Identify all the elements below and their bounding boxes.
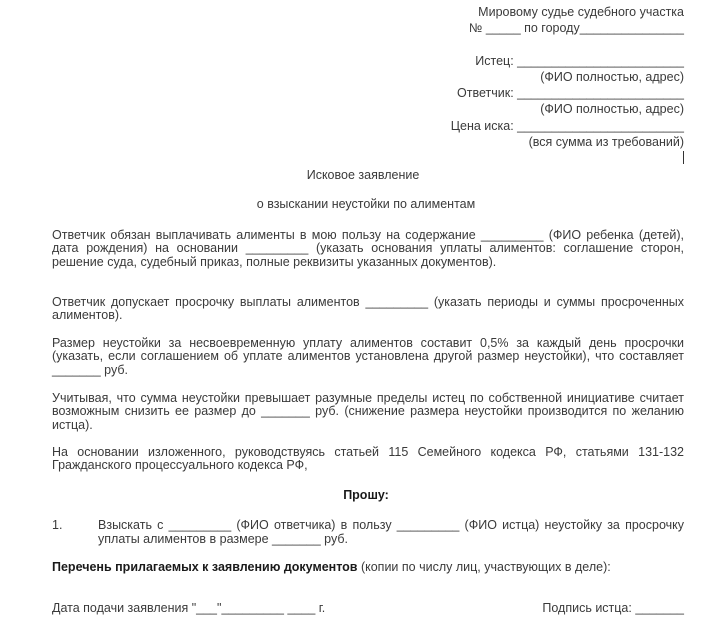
request-item-text: Взыскать с _________ (ФИО ответчика) в пользу _________ (ФИО истца) неустойку за просрочку уплаты алиментов в размере _______ руб.	[98, 518, 684, 546]
attachments-section	[52, 560, 684, 574]
defendant-field: Ответчик: ________________________	[457, 86, 684, 100]
document-subtitle: о взыскании неустойки по алиментам	[256, 197, 476, 211]
plaintiff-hint: (ФИО полностью, адрес)	[540, 70, 684, 84]
paragraph-alimony-obligation: Ответчик обязан выплачивать алименты в мою пользу на содержание _________ (ФИО ребенка (детей), дата рождения) на основании _________ (указать основания уплаты алиментов: соглашение сторон, решение суда, судебный приказ, полные реквизиты указанных документов).	[52, 228, 684, 269]
plaintiff-signature: Подпись истца: _______	[542, 601, 684, 615]
paragraph-penalty-reduction: Учитывая, что сумма неустойки превышает разумные пределы истец по собственной инициативе считает возможным снизить ее размер до _______ руб. (снижение размера неустойки производится по желанию истца).	[52, 391, 684, 432]
text-cursor	[683, 151, 684, 164]
attachments-heading: Перечень прилагаемых к заявлению документов	[52, 560, 358, 574]
request-item-number: 1.	[52, 518, 63, 532]
paragraph-penalty-amount: Размер неустойки за несвоевременную уплату алиментов составит 0,5% за каждый день просрочки (указать, если соглашением об уплате алиментов установлена другой размер неустойки), что составляет _______ руб.	[52, 336, 684, 377]
plaintiff-field: Истец: ________________________	[475, 54, 684, 68]
addressee-line-1: Мировому судье судебного участка	[478, 5, 684, 19]
document-title: Исковое заявление	[306, 168, 420, 182]
claim-price-hint: (вся сумма из требований)	[528, 135, 684, 149]
defendant-hint: (ФИО полностью, адрес)	[540, 102, 684, 116]
submission-date: Дата подачи заявления "___"_________ ____ г.	[52, 601, 326, 615]
paragraph-payment-delay: Ответчик допускает просрочку выплаты алиментов _________ (указать периоды и суммы просроченных алиментов).	[52, 295, 684, 323]
claim-price-field: Цена иска: ________________________	[450, 119, 684, 133]
request-heading: Прошу:	[343, 488, 389, 502]
attachments-note: (копии по числу лиц, участвующих в деле):	[357, 560, 611, 574]
addressee-line-2: № _____ по городу_______________	[469, 21, 684, 35]
paragraph-legal-basis: На основании изложенного, руководствуясь статьей 115 Семейного кодекса РФ, статьями 131-132 Гражданского процессуального кодекса РФ,	[52, 445, 684, 473]
